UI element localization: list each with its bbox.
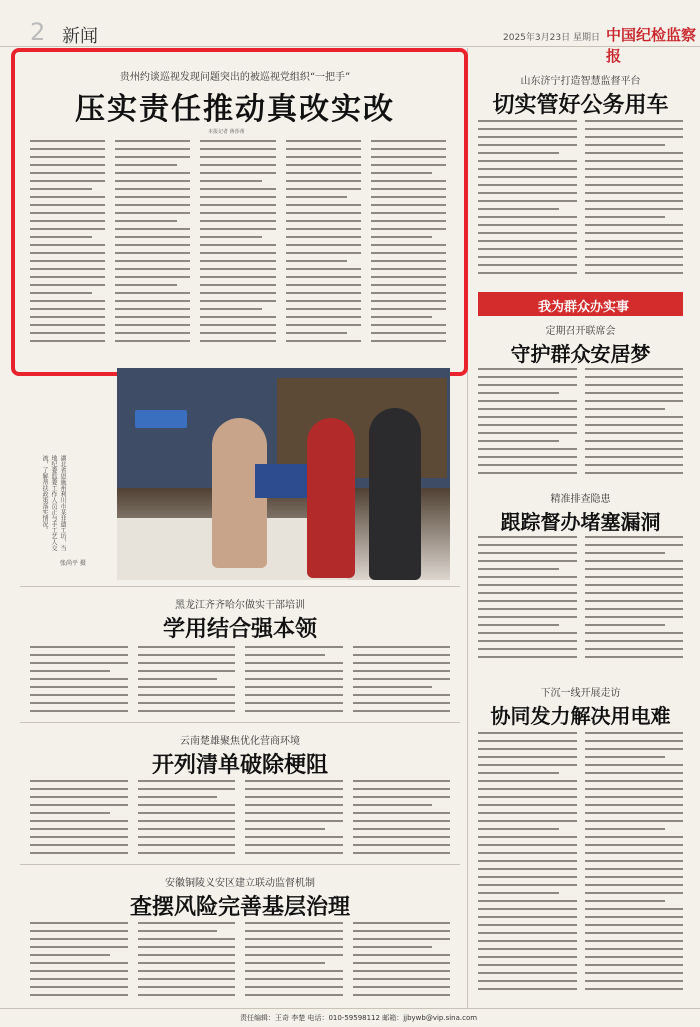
photo-person-2 [307, 418, 355, 578]
news-photo [117, 368, 450, 580]
photo-caption: 湖北省恩施州利川市某非遗工坊，当地纪委监委工作人员正与手工艺人交流，了解帮扶政策落实情况。 [41, 455, 66, 551]
section-title: 新闻 [62, 26, 98, 47]
lead-title: 压实责任推动真改实改 [75, 92, 395, 127]
right3-subtitle: 精准排查隐患 [550, 494, 611, 505]
right1-title: 切实管好公务用车 [492, 92, 669, 118]
newspaper-brand: 中国纪检监察报 [606, 26, 697, 65]
photo-person-3 [369, 408, 421, 580]
right3-title: 跟踪督办堵塞漏洞 [500, 510, 661, 534]
mid2-subtitle: 云南楚雄聚焦优化营商环境 [180, 736, 300, 747]
lead-col-5 [371, 140, 446, 348]
lead-col-1 [30, 140, 105, 348]
lead-col-3 [200, 140, 275, 348]
section-divider [20, 586, 460, 587]
mid1-title: 学用结合强本领 [162, 616, 317, 642]
right2-subtitle: 定期召开联席会 [545, 326, 616, 337]
page-number: 2 [30, 18, 46, 46]
right4-title: 协同发力解决用电难 [490, 704, 671, 728]
right4-subtitle: 下沉一线开展走访 [540, 688, 621, 699]
column-banner-label: 我为群众办实事 [538, 300, 630, 315]
right2-title: 守护群众安居梦 [510, 342, 651, 366]
right1-subtitle: 山东济宁打造智慧监督平台 [520, 76, 641, 87]
mid3-body-text [30, 922, 450, 1004]
footer-contact: 责任编辑：王奇 李楚 电话：010-59598112 邮箱：jjbywb@vip.sina.com [240, 1014, 478, 1022]
mid2-title: 开列清单破除梗阻 [151, 752, 328, 778]
page-footer [0, 1008, 700, 1027]
mid3-subtitle: 安徽铜陵义安区建立联动监督机制 [165, 878, 315, 889]
mid1-subtitle: 黑龙江齐齐哈尔做实干部培训 [175, 600, 305, 611]
right2-body-text [478, 368, 683, 478]
issue-date: 2025年3月23日 星期日 [503, 33, 600, 43]
section-divider [20, 864, 460, 865]
column-banner [478, 292, 683, 316]
lead-byline: 本报记者 蒋莎蒂 [208, 129, 245, 135]
lead-subtitle: 贵州约谈巡视发现问题突出的被巡视党组织“一把手” [119, 72, 351, 83]
photo-shelf [277, 378, 447, 478]
photo-caption-block [40, 455, 110, 565]
page-header [0, 0, 700, 65]
mid2-body-text [30, 780, 450, 860]
right4-body-text [478, 732, 683, 1004]
lead-body-text [30, 140, 446, 358]
photo-sign [135, 410, 187, 428]
right1-body-text [478, 120, 683, 282]
mid1-body-text [30, 646, 450, 718]
lead-col-4 [286, 140, 361, 348]
lead-col-2 [115, 140, 190, 348]
right3-body-text [478, 536, 683, 666]
section-divider [20, 722, 460, 723]
mid3-title: 查摆风险完善基层治理 [129, 894, 350, 920]
photo-credit: 张尚平 摄 [60, 560, 86, 567]
